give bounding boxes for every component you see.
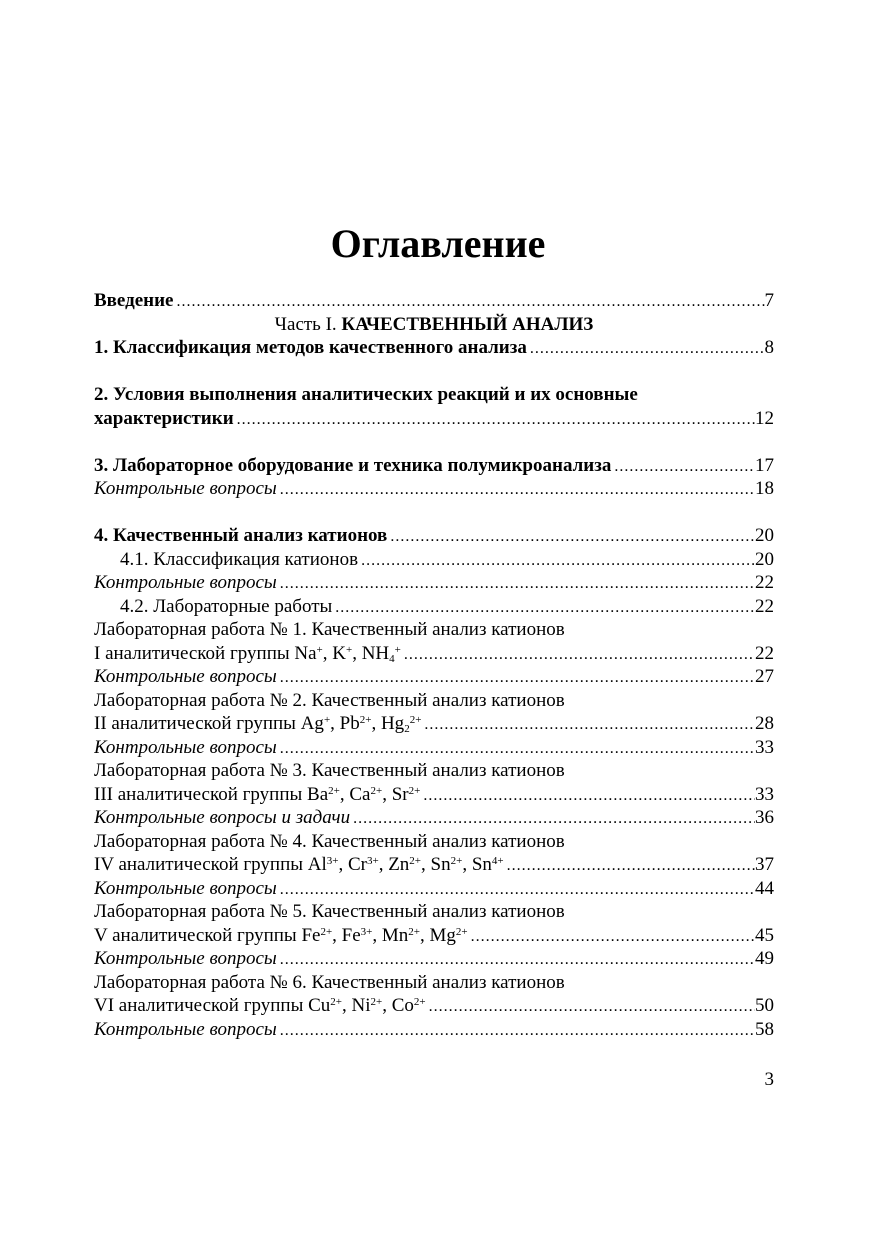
part-heading	[94, 313, 774, 337]
toc-entry-label: Контрольные вопросы	[94, 666, 277, 687]
toc-entry-page: 18	[755, 478, 774, 499]
ion-formula	[348, 854, 379, 875]
toc-entry-page: 36	[755, 807, 774, 828]
spacer	[94, 501, 774, 525]
toc-entry-page: 44	[755, 877, 774, 899]
toc-entry-page: 22	[755, 595, 774, 617]
toc-entry-label: характеристики	[94, 407, 234, 429]
toc-entry-control-questions[interactable]	[94, 665, 774, 689]
ion-list: Na+, K+, $NH_4^+$	[294, 642, 401, 665]
toc-entry-lab-1-line1[interactable]	[94, 618, 774, 642]
ion-formula	[308, 995, 342, 1016]
toc-entry-page: 45	[755, 924, 774, 946]
spacer	[94, 430, 774, 454]
toc-entry-chapter-1[interactable]	[94, 336, 774, 360]
ion-charge: +	[316, 643, 323, 656]
leader-dots	[277, 948, 755, 971]
ion-subscript: 2	[404, 723, 410, 735]
ion-list: $Al^{3+}$, $Cr^{3+}$, $Zn^{2+}$, $Sn^{2+}$, $Sn^{4+}$	[307, 854, 504, 875]
leader-dots	[358, 549, 755, 572]
ion-formula	[392, 995, 426, 1016]
ion-charge: 2+	[320, 925, 333, 938]
ion-symbol: Ag	[300, 713, 324, 734]
toc-entry-section-4-2[interactable]	[94, 595, 774, 619]
toc-entry-page: 12	[755, 407, 774, 429]
ion-symbol: Ni	[351, 995, 371, 1016]
toc-entry-label: Лабораторная работа № 2. Качественный анализ катионов	[94, 689, 565, 711]
toc-entry-label	[94, 783, 420, 807]
ion-formula	[301, 713, 330, 734]
ion-charge: 3+	[360, 925, 373, 938]
toc-entry-page: 22	[755, 572, 774, 593]
leader-dots	[420, 784, 755, 807]
toc-entry-control-questions[interactable]	[94, 806, 774, 830]
toc-entry-lab-6-line1[interactable]	[94, 971, 774, 995]
toc-entry-label: 2. Условия выполнения аналитических реакций и их основные	[94, 384, 638, 405]
toc-entry-page: 28	[755, 713, 774, 734]
toc-entry-label: Контрольные вопросы и задачи	[94, 807, 351, 828]
ion-charge: 2+	[359, 714, 372, 726]
toc-entry-label: Контрольные вопросы	[94, 877, 277, 899]
ion-symbol: NH	[361, 642, 390, 664]
toc-entry-page: 20	[755, 525, 774, 546]
spacer	[94, 360, 774, 384]
ion-charge: 2+	[330, 996, 342, 1008]
toc-entry-label: 1. Классификация методов качественного анализа	[94, 337, 527, 358]
leader-dots	[504, 854, 755, 877]
toc-entry-chapter-4[interactable]	[94, 524, 774, 548]
leader-dots	[426, 995, 755, 1018]
ion-formula	[392, 784, 421, 805]
toc-entry-control-questions[interactable]	[94, 947, 774, 971]
ion-charge: 4+	[491, 855, 504, 867]
table-of-contents	[94, 289, 774, 1041]
toc-entry-lab-3[interactable]	[94, 783, 774, 807]
ion-formula	[307, 784, 340, 805]
toc-entry-label: Лабораторная работа № 6. Качественный анализ катионов	[94, 971, 565, 993]
group-label: VI аналитической группы	[94, 995, 304, 1016]
page-title: Оглавление	[330, 221, 546, 266]
ion-charge: 2+	[408, 784, 421, 797]
ion-charge: 2+	[370, 996, 383, 1008]
ion-symbol: Zn	[388, 854, 410, 875]
ion-charge: 2+	[409, 855, 422, 867]
toc-entry-page: 37	[755, 854, 774, 875]
toc-entry-label: Контрольные вопросы	[94, 736, 277, 758]
ion-formula	[349, 784, 382, 805]
toc-entry-page: 50	[755, 995, 774, 1016]
toc-entry-lab-6[interactable]	[94, 994, 774, 1018]
ion-charge: 2+	[450, 855, 463, 867]
toc-entry-page: 7	[764, 290, 774, 311]
leader-dots	[277, 666, 755, 689]
toc-entry-lab-2-line1[interactable]	[94, 689, 774, 713]
ion-symbol: Co	[391, 995, 414, 1016]
toc-entry-lab-5[interactable]	[94, 924, 774, 948]
toc-entry-page: 33	[755, 736, 774, 758]
page-number: 3	[764, 1069, 774, 1090]
leader-dots	[332, 596, 755, 619]
toc-entry-label: 4.2. Лабораторные работы	[120, 595, 333, 617]
ion-symbol: Fe	[301, 924, 321, 946]
ion-formula	[308, 854, 339, 875]
ion-formula	[301, 925, 332, 946]
ion-formula	[431, 854, 463, 875]
toc-entry-page: 8	[764, 337, 774, 358]
toc-entry-control-questions[interactable]	[94, 477, 774, 501]
group-label: IV аналитической группы	[94, 854, 303, 875]
ion-charge: 2+	[328, 784, 340, 797]
toc-entry-label	[94, 642, 401, 666]
ion-formula	[352, 995, 383, 1016]
leader-dots	[277, 878, 755, 901]
group-label: I аналитической группы	[94, 642, 290, 664]
toc-entry-lab-1[interactable]	[94, 642, 774, 666]
ion-symbol: Mg	[429, 924, 456, 946]
toc-entry-section-4-1[interactable]	[94, 548, 774, 572]
toc-entry-label: Лабораторная работа № 3. Качественный анализ катионов	[94, 760, 565, 781]
toc-entry-page: 58	[755, 1018, 774, 1040]
ion-list: $Fe^{2+}$, $Fe^{3+}$, $Mn^{2+}$, $Mg^{2+}$	[301, 924, 468, 946]
leader-dots	[277, 478, 755, 501]
leader-dots	[468, 925, 755, 948]
toc-entry-label	[94, 924, 468, 948]
leader-dots	[611, 455, 755, 478]
ion-formula	[388, 854, 421, 875]
toc-entry-label: Контрольные вопросы	[94, 572, 277, 593]
toc-entry-chapter-3[interactable]	[94, 454, 774, 478]
toc-entry-label	[94, 994, 426, 1018]
toc-entry-lab-4[interactable]	[94, 853, 774, 877]
ion-symbol: Sr	[391, 783, 409, 805]
leader-dots	[401, 643, 755, 666]
group-label: V аналитической группы	[94, 924, 297, 946]
leader-dots	[421, 713, 755, 736]
ion-symbol: Hg	[380, 713, 405, 734]
ion-charge: 2+	[409, 714, 422, 726]
leader-dots	[234, 408, 755, 431]
ion-formula	[362, 643, 401, 664]
part-title: КАЧЕСТВЕННЫЙ АНАЛИЗ	[341, 313, 594, 335]
toc-entry-chapter-2[interactable]	[94, 407, 774, 431]
toc-entry-page: 17	[755, 454, 774, 476]
ion-formula	[382, 925, 420, 946]
toc-entry-page: 20	[755, 548, 774, 570]
toc-entry-control-questions[interactable]	[94, 877, 774, 901]
ion-list: $Ba^{2+}$, $Ca^{2+}$, $Sr^{2+}$	[307, 783, 421, 805]
leader-dots	[174, 290, 765, 313]
ion-list: $Cu^{2+}$, $Ni^{2+}$, $Co^{2+}$	[308, 995, 426, 1016]
toc-entry-lab-2[interactable]	[94, 712, 774, 736]
ion-formula	[342, 925, 373, 946]
ion-charge: 2+	[413, 996, 426, 1008]
ion-symbol: Na	[294, 642, 317, 664]
leader-dots	[277, 737, 755, 760]
toc-entry-label: 4. Качественный анализ катионов	[94, 525, 388, 546]
ion-formula	[472, 854, 504, 875]
leader-dots	[527, 337, 765, 360]
toc-entry-label: Контрольные вопросы	[94, 1018, 277, 1040]
leader-dots	[277, 1019, 755, 1042]
leader-dots	[277, 572, 755, 595]
toc-entry-control-questions[interactable]	[94, 1018, 774, 1042]
ion-symbol: Cu	[308, 995, 331, 1016]
ion-symbol: Ca	[349, 783, 371, 805]
ion-formula	[294, 643, 322, 664]
toc-entry-label: Лабораторная работа № 1. Качественный анализ катионов	[94, 619, 565, 640]
ion-symbol: K	[332, 642, 346, 664]
ion-formula	[430, 925, 468, 946]
ion-symbol: Al	[307, 854, 327, 875]
ion-formula	[332, 643, 352, 664]
toc-entry-lab-4-line1[interactable]	[94, 830, 774, 854]
ion-charge: 2+	[455, 925, 468, 938]
leader-dots	[387, 525, 755, 548]
ion-formula	[340, 713, 372, 734]
toc-entry-control-questions[interactable]	[94, 571, 774, 595]
toc-entry-label: Введение	[94, 290, 174, 311]
ion-charge: 3+	[366, 855, 379, 867]
ion-charge: 2+	[408, 925, 420, 938]
ion-charge: 2+	[370, 784, 383, 797]
ion-symbol: Mn	[381, 924, 409, 946]
toc-entry-label	[94, 853, 504, 877]
ion-symbol: Ba	[307, 783, 329, 805]
toc-entry-lab-5-line1[interactable]	[94, 900, 774, 924]
leader-dots	[350, 807, 755, 830]
group-label: III аналитической группы	[94, 783, 303, 805]
toc-entry-label: Контрольные вопросы	[94, 948, 277, 969]
toc-entry-lab-3-line1[interactable]	[94, 759, 774, 783]
ion-subscript: 4	[389, 652, 395, 665]
toc-entry-page: 33	[755, 783, 774, 805]
ion-charge: +	[345, 643, 353, 656]
ion-charge: +	[394, 643, 401, 656]
toc-entry-label: 3. Лабораторное оборудование и техника полумикроанализа	[94, 454, 612, 476]
toc-entry-page: 49	[755, 948, 774, 969]
ion-list: Ag+, $Pb^{2+}$, $Hg_2^{2+}$	[300, 713, 422, 735]
ion-formula	[381, 713, 421, 734]
ion-symbol: Fe	[341, 924, 361, 946]
ion-symbol: Sn	[430, 854, 451, 875]
ion-symbol: Sn	[471, 854, 492, 875]
toc-entry-control-questions[interactable]	[94, 736, 774, 760]
ion-charge: 3+	[326, 855, 339, 867]
toc-entry-label: Контрольные вопросы	[94, 478, 277, 499]
toc-entry-label: Лабораторная работа № 4. Качественный анализ катионов	[94, 830, 565, 852]
group-label: II аналитической группы	[94, 713, 296, 734]
toc-entry-chapter-2-line1[interactable]	[94, 383, 774, 407]
toc-entry-page: 27	[755, 666, 774, 687]
ion-charge: +	[323, 714, 331, 726]
toc-entry-label: 4.1. Классификация катионов	[120, 548, 359, 570]
ion-symbol: Cr	[347, 854, 367, 875]
toc-entry-intro[interactable]	[94, 289, 774, 313]
toc-entry-page: 22	[755, 642, 774, 664]
ion-symbol: Pb	[339, 713, 360, 734]
toc-entry-label: Лабораторная работа № 5. Качественный анализ катионов	[94, 901, 565, 922]
toc-entry-label	[94, 712, 421, 736]
part-prefix: Часть I.	[274, 313, 337, 335]
